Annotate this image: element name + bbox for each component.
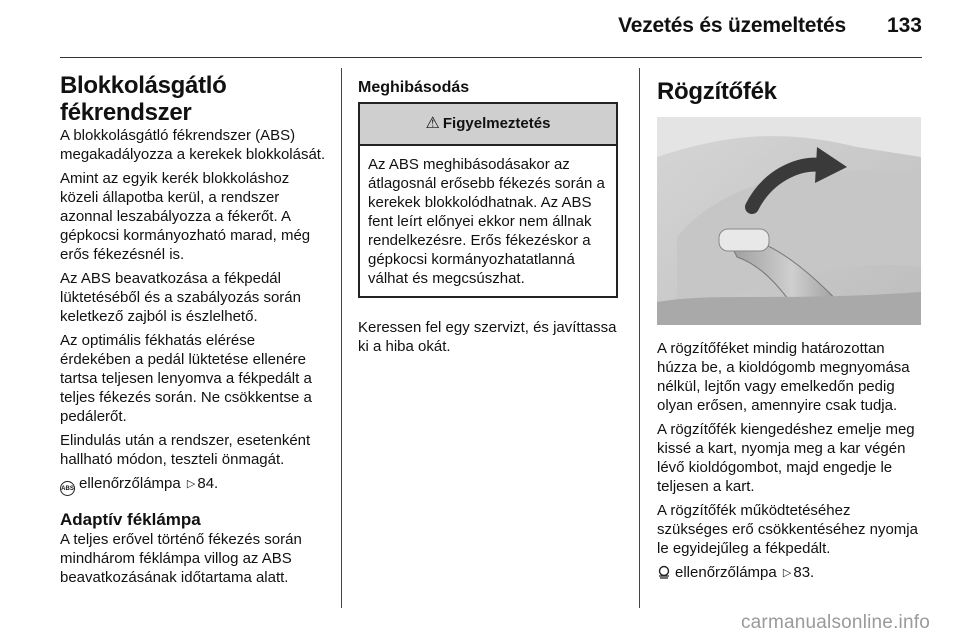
page-number: 133 xyxy=(886,14,922,37)
column-abs xyxy=(60,72,326,592)
watermark[interactable]: carmanualsonline.info xyxy=(740,612,930,633)
abs-paragraph-1: A blokkolásgátló fékrendszer (ABS) megakadályozza a kerekek blokkolását. xyxy=(60,127,326,163)
abs-lamp-icon: ABS xyxy=(60,481,75,496)
malfunction-advice: Keressen fel egy szervizt, és javíttassa ki a hiba okát. xyxy=(358,319,617,355)
lamp-label: ellenőrzőlámpa xyxy=(675,564,777,581)
section-heading-malfunction: Meghibásodás xyxy=(358,79,470,96)
abs-lamp-reference xyxy=(60,474,326,496)
subheading-adaptive-brake-light: Adaptív féklámpa xyxy=(60,510,201,529)
parking-brake-paragraph-2: A rögzítőfék kiengedéshez emelje meg kissé a kart, nyomja meg a kar végén lévő kioldógombot, majd engedje le teljesen a kart. xyxy=(657,421,915,495)
column-divider-1 xyxy=(341,68,342,608)
heading-line-1: Blokkolásgátló xyxy=(60,72,227,99)
abs-paragraph-4: Az optimális fékhatás elérése érdekében a pedál lüktetése ellenére tartsa teljesen lenyomva a fékpedált a teljes fékezés során. Ne csökkentse a pedálerőt. xyxy=(60,332,312,425)
section-heading-parking-brake: Rögzítőfék xyxy=(657,78,777,105)
warning-triangle-icon: ⚠ xyxy=(425,115,440,132)
lamp-page-ref[interactable]: 84. xyxy=(197,475,219,492)
section-heading-abs xyxy=(60,72,326,126)
page-header-title: Vezetés és üzemeltetés xyxy=(618,14,846,37)
warning-box xyxy=(358,102,618,298)
column-parking-brake xyxy=(657,72,923,588)
abs-paragraph-3: Az ABS beavatkozása a fékpedál lüktetéséből és a szabályozás során keletkező zajból is észlelhető. xyxy=(60,270,301,325)
parking-lamp-reference xyxy=(657,563,923,583)
warning-header xyxy=(360,104,616,146)
page-ref-arrow-icon: ▷ xyxy=(782,567,792,579)
lamp-label: ellenőrzőlámpa xyxy=(79,475,181,492)
parking-brake-photo xyxy=(657,117,921,325)
parking-brake-paragraph-3: A rögzítőfék működtetéséhez szükséges erő csökkentéséhez nyomja le egyidejűleg a fékpedált. xyxy=(657,502,918,557)
parking-brake-lamp-icon xyxy=(657,565,671,579)
warning-text: Az ABS meghibásodásakor az átlagosnál erősebb fékezés során a kerekek blokkolódhatnak. Az ABS fent leírt előnyei ekkor nem állnak rendelkezésre. Erős fékezéskor a gépkocsi kormányozhatatlanná válhat és megcsúszhat. xyxy=(368,156,605,287)
abs-paragraph-5: Elindulás után a rendszer, esetenként hallható módon, teszteli önmagát. xyxy=(60,432,311,468)
lamp-page-ref[interactable]: 83. xyxy=(793,564,815,581)
abs-paragraph-2: Amint az egyik kerék blokkoláshoz közeli állapotba kerül, a rendszer azonnal leszabályozza a fékerőt. A gépkocsi kormányozható marad, még erős fékezésnél is. xyxy=(60,170,311,263)
heading-line-2: fékrendszer xyxy=(60,99,192,126)
column-malfunction xyxy=(358,72,622,361)
column-divider-2 xyxy=(639,68,640,608)
page-ref-arrow-icon: ▷ xyxy=(186,478,196,490)
parking-brake-paragraph-1: A rögzítőféket mindig határozottan húzza be, a kioldógomb megnyomása nélkül, lejtőn vagy emelkedőn pedig olyan erősen, amennyire csak tudja. xyxy=(657,340,910,414)
warning-body xyxy=(360,146,616,296)
header-rule xyxy=(60,57,922,58)
adaptive-brake-paragraph: A teljes erővel történő fékezés során mindhárom féklámpa villog az ABS beavatkozásának időtartama alatt. xyxy=(60,531,302,586)
warning-title: Figyelmeztetés xyxy=(442,115,551,132)
